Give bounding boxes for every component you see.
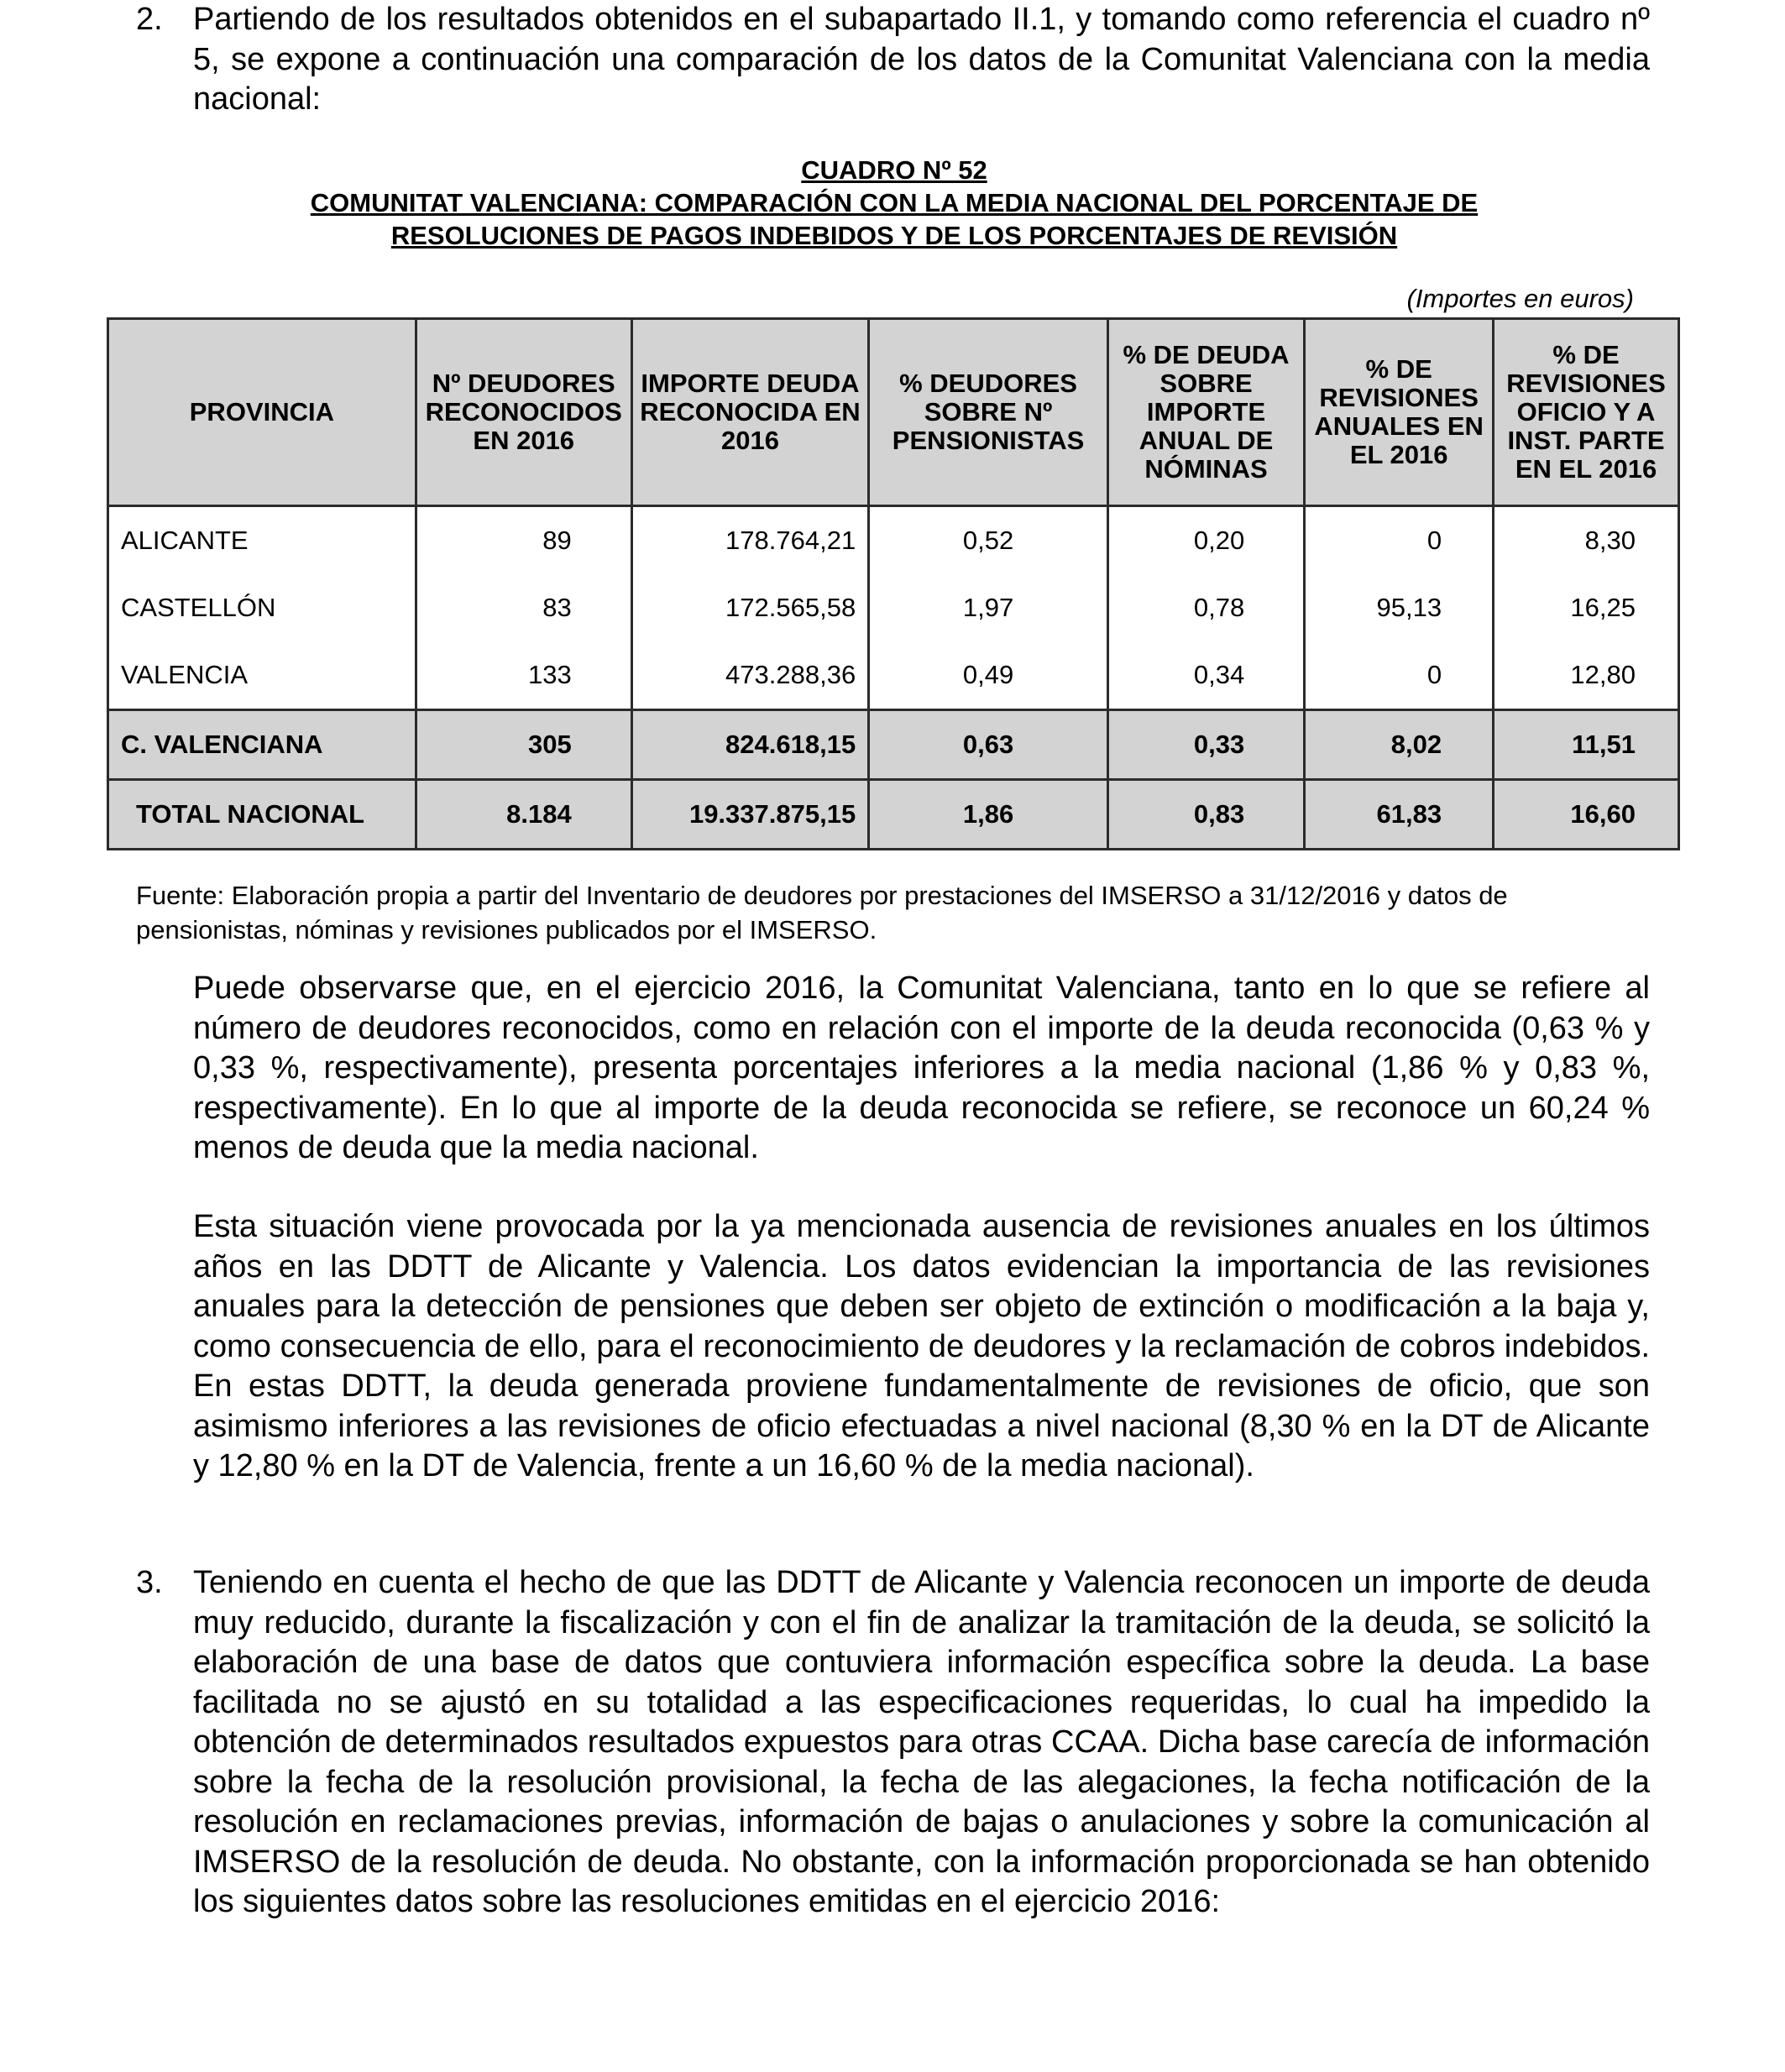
item-3-paragraph: Teniendo en cuenta el hecho de que las DDTT de Alicante y Valencia reconocen un importe de deuda muy reducido, durante la fiscalización y con el fin de analizar la tramitación de la deuda, se solicitó la elaboración de una base de datos que contuviera información específica sobre la deuda. La base facilitada no se ajustó en su totalidad a las especificaciones requeridas, lo cual ha impedido la obtención de determinados resultados expuestos para otras CCAA. Dicha base carecía de información sobre la fecha de la resolución provisional, la fecha de las alegaciones, la fecha notificación de la resolución en reclamaciones previas, información de bajas o anulaciones y sobre la comunicación al IMSERSO de la resolución de deuda. No obstante, con la información proporcionada se han obtenido los siguientes datos sobre las resoluciones emitidas en el ejercicio 2016:	[193, 1565, 1650, 1919]
cell-provincia: TOTAL NACIONAL	[108, 780, 416, 850]
cell-pct-rev-anuales: 8,02	[1305, 710, 1494, 780]
table-row	[108, 641, 1679, 710]
cell-deudores: 83	[416, 574, 631, 641]
cell-provincia: C. VALENCIANA	[108, 710, 416, 780]
cell-pct-rev-anuales: 61,83	[1305, 780, 1494, 850]
explanation-paragraph: Esta situación viene provocada por la ya mencionada ausencia de revisiones anuales en los últimos años en las DDTT de Alicante y Valencia. Los datos evidencian la importancia de las revisiones anuales para la detección de pensiones que deben ser objeto de extinción o modificación a la baja y, como consecuencia de ello, para el reconocimiento de deudores y la reclamación de cobros indebidos. En estas DDTT, la deuda generada proviene fundamentalmente de revisiones de oficio, que son asimismo inferiores a las revisiones de oficio efectuadas a nivel nacional (8,30 % en la DT de Alicante y 12,80 % en la DT de Valencia, frente a un 16,60 % de la media nacional).	[193, 1209, 1650, 1483]
cell-deudores: 8.184	[416, 780, 631, 850]
table-number: CUADRO Nº 52	[801, 155, 987, 185]
table-row-total	[108, 780, 1679, 850]
cell-pct-deudores: 0,63	[869, 710, 1108, 780]
cell-pct-rev-oficio: 12,80	[1494, 641, 1679, 710]
header-pct-revisiones-anuales: % DE REVISIONES ANUALES EN EL 2016	[1305, 319, 1494, 506]
cell-pct-deuda: 0,33	[1107, 710, 1304, 780]
cell-pct-rev-oficio: 16,25	[1494, 574, 1679, 641]
header-pct-revisiones-oficio: % DE REVISIONES OFICIO Y A INST. PARTE EN EL 2016	[1494, 319, 1679, 506]
cell-importe: 19.337.875,15	[631, 780, 869, 850]
cell-importe: 172.565,58	[631, 574, 869, 641]
cell-importe: 473.288,36	[631, 641, 869, 710]
cell-pct-deuda: 0,34	[1107, 641, 1304, 710]
cell-pct-deudores: 0,49	[869, 641, 1108, 710]
cell-pct-rev-oficio: 8,30	[1494, 506, 1679, 575]
units-note: (Importes en euros)	[1406, 284, 1634, 313]
cell-pct-rev-oficio: 16,60	[1494, 780, 1679, 850]
table-source: Fuente: Elaboración propia a partir del Inventario de deudores por prestaciones del IMSERSO a 31/12/2016 y datos de pensionistas, nóminas y revisiones publicados por el IMSERSO.	[136, 881, 1508, 944]
cell-pct-rev-oficio: 11,51	[1494, 710, 1679, 780]
table-title-line-2: RESOLUCIONES DE PAGOS INDEBIDOS Y DE LOS PORCENTAJES DE REVISIÓN	[390, 221, 1398, 250]
table-header-row	[108, 319, 1679, 506]
cell-deudores: 133	[416, 641, 631, 710]
cell-deudores: 89	[416, 506, 631, 575]
cell-importe: 824.618,15	[631, 710, 869, 780]
item-number: 2.	[136, 2, 163, 37]
table-row	[108, 574, 1679, 641]
table-row	[108, 506, 1679, 575]
cell-importe: 178.764,21	[631, 506, 869, 575]
cell-pct-deudores: 0,52	[869, 506, 1108, 575]
header-deudores: Nº DEUDORES RECONOCIDOS EN 2016	[416, 319, 631, 506]
cell-provincia: VALENCIA	[108, 641, 416, 710]
cell-pct-rev-anuales: 95,13	[1305, 574, 1494, 641]
cell-pct-rev-anuales: 0	[1305, 641, 1494, 710]
cell-pct-deudores: 1,97	[869, 574, 1108, 641]
table-title	[193, 154, 1595, 252]
cell-provincia: ALICANTE	[108, 506, 416, 575]
data-table	[107, 317, 1680, 850]
cell-pct-deuda: 0,20	[1107, 506, 1304, 575]
cell-pct-rev-anuales: 0	[1305, 506, 1494, 575]
item-number: 3.	[136, 1565, 163, 1600]
header-pct-deudores: % DEUDORES SOBRE Nº PENSIONISTAS	[869, 319, 1108, 506]
cell-pct-deuda: 0,78	[1107, 574, 1304, 641]
cell-pct-deudores: 1,86	[869, 780, 1108, 850]
intro-paragraph: Partiendo de los resultados obtenidos en el subapartado II.1, y tomando como referencia el cuadro nº 5, se expone a continuación una comparación de los datos de la Comunitat Valenciana con la media nacional:	[193, 2, 1650, 117]
cell-pct-deuda: 0,83	[1107, 780, 1304, 850]
table-row-subtotal	[108, 710, 1679, 780]
header-pct-deuda: % DE DEUDA SOBRE IMPORTE ANUAL DE NÓMINAS	[1107, 319, 1304, 506]
cell-deudores: 305	[416, 710, 631, 780]
header-importe: IMPORTE DEUDA RECONOCIDA EN 2016	[631, 319, 869, 506]
cell-provincia: CASTELLÓN	[108, 574, 416, 641]
header-provincia: PROVINCIA	[108, 319, 416, 506]
table-title-line-1: COMUNITAT VALENCIANA: COMPARACIÓN CON LA MEDIA NACIONAL DEL PORCENTAJE DE	[310, 188, 1479, 217]
analysis-paragraph: Puede observarse que, en el ejercicio 2016, la Comunitat Valenciana, tanto en lo que se refiere al número de deudores reconocidos, como en relación con el importe de la deuda reconocida (0,63 % y 0,33 %, respectivamente), presenta porcentajes inferiores a la media nacional (1,86 % y 0,83 %, respectivamente). En lo que al importe de la deuda reconocida se refiere, se reconoce un 60,24 % menos de deuda que la media nacional.	[193, 971, 1650, 1165]
